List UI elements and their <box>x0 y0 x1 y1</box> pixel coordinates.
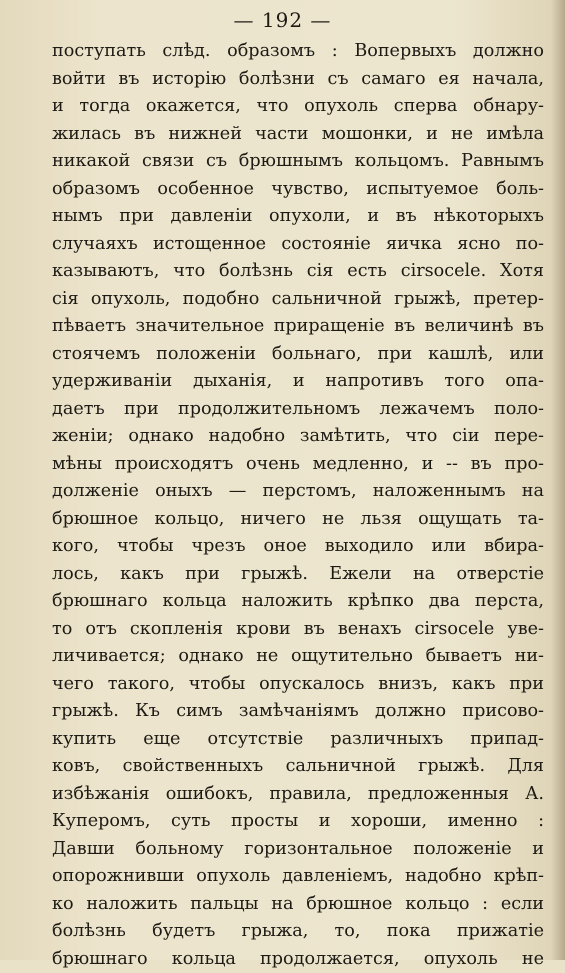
text-line: и тогда окажется, что опухоль сперва обнару- <box>52 93 544 121</box>
text-line: ко наложить пальцы на брюшное кольцо : если <box>52 891 544 919</box>
text-line: брюшное кольцо, ничего не льзя ощущать та- <box>52 506 544 534</box>
text-line: случаяхъ истощенное состояніе яичка ясно по- <box>52 231 544 259</box>
text-line: поступать слѣд. образомъ : Вопервыхъ должно <box>52 38 544 66</box>
text-line: опорожнивши опухоль давленіемъ, надобно крѣп- <box>52 863 544 891</box>
text-line: образомъ особенное чувство, испытуемое боль- <box>52 176 544 204</box>
text-line: сія опухоль, подобно сальничной грыжѣ, претер- <box>52 286 544 314</box>
page-number: — 192 — <box>0 8 565 32</box>
text-line: брюшнаго кольца наложить крѣпко два перста, <box>52 588 544 616</box>
text-line: избѣжанія ошибокъ, правила, предложенныя А. <box>52 781 544 809</box>
text-line: Куперомъ, суть просты и хороши, именно : <box>52 808 544 836</box>
text-line: брюшнаго кольца продолжается, опухоль не <box>52 946 544 973</box>
text-line: никакой связи съ брюшнымъ кольцомъ. Равнымъ <box>52 148 544 176</box>
text-line: удерживаніи дыханія, и напротивъ того опа- <box>52 368 544 396</box>
text-line: жилась въ нижней части мошонки, и не имѣла <box>52 121 544 149</box>
text-line: болѣзнь будетъ грыжа, то, пока прижатіе <box>52 918 544 946</box>
text-line: купить еще отсутствіе различныхъ припад- <box>52 726 544 754</box>
text-line: личивается; однако не ощутительно бываетъ ни- <box>52 643 544 671</box>
text-line: ковъ, свойственныхъ сальничной грыжѣ. Для <box>52 753 544 781</box>
text-line: мѣны происходятъ очень медленно, и -- въ про- <box>52 451 544 479</box>
text-line: даетъ при продолжительномъ лежачемъ поло- <box>52 396 544 424</box>
text-line: войти въ исторію болѣзни съ самаго ея начала, <box>52 66 544 94</box>
text-line: пѣваетъ значительное приращеніе въ величинѣ въ <box>52 313 544 341</box>
text-line: грыжѣ. Къ симъ замѣчаніямъ должно присово- <box>52 698 544 726</box>
text-line: чего такого, чтобы опускалось внизъ, какъ при <box>52 671 544 699</box>
text-line: лось, какъ при грыжѣ. Ежели на отверстіе <box>52 561 544 589</box>
body-text <box>52 38 544 973</box>
text-line: казываютъ, что болѣзнь сія есть cirsocele. Хотя <box>52 258 544 286</box>
page-gutter-shadow <box>551 0 565 960</box>
text-line: долженіе оныхъ — перстомъ, наложеннымъ на <box>52 478 544 506</box>
text-line: женіи; однако надобно замѣтить, что сіи пере- <box>52 423 544 451</box>
text-line: Давши больному горизонтальное положеніе и <box>52 836 544 864</box>
text-line: стоячемъ положеніи больнаго, при кашлѣ, или <box>52 341 544 369</box>
text-line: то отъ скопленія крови въ венахъ cirsocele уве- <box>52 616 544 644</box>
text-line: кого, чтобы чрезъ оное выходило или вбира- <box>52 533 544 561</box>
text-line: нымъ при давленіи опухоли, и въ нѣкоторыхъ <box>52 203 544 231</box>
